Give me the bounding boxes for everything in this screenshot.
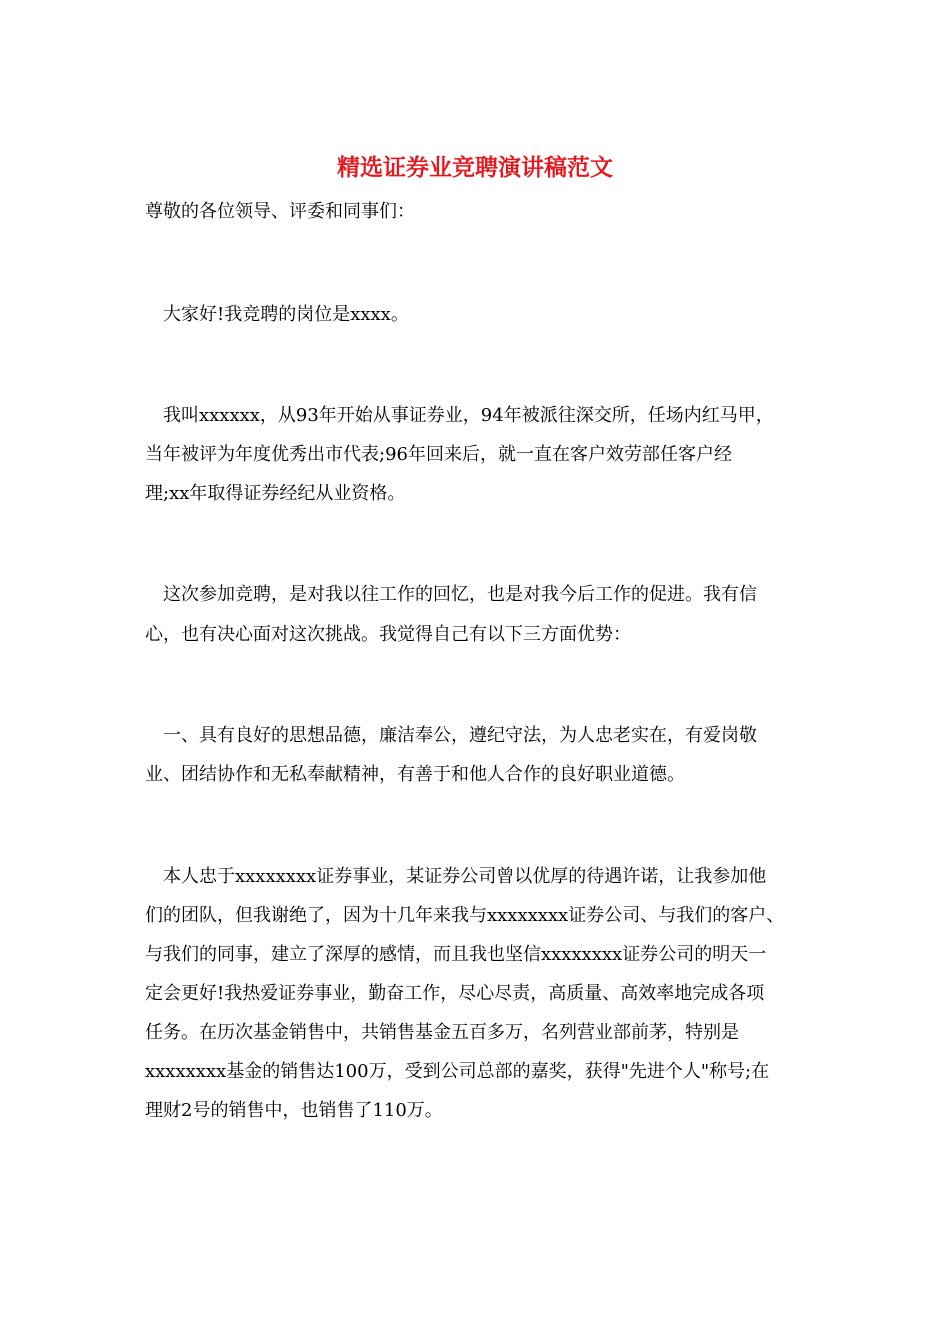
document-title: 精选证券业竞聘演讲稿范文: [337, 155, 613, 181]
paragraph-line: 定会更好!我热爱证券事业，勤奋工作，尽心尽责，高质量、高效率地完成各项: [145, 983, 765, 1004]
paragraph-line: 本人忠于xxxxxxxx证券事业，某证券公司曾以优厚的待遇许诺，让我参加他: [145, 866, 767, 887]
salutation: 尊敬的各位领导、评委和同事们：: [145, 201, 415, 222]
paragraph-line: 任务。在历次基金销售中，共销售基金五百多万，名列营业部前茅，特别是: [145, 1022, 739, 1043]
paragraph-line: xxxxxxxx基金的销售达100万，受到公司总部的嘉奖，获得"先进个人"称号;在: [145, 1061, 770, 1082]
paragraph-line: 理财2号的销售中，也销售了110万。: [145, 1100, 443, 1121]
paragraph-line: 当年被评为年度优秀出市代表;96年回来后，就一直在客户效劳部任客户经: [145, 444, 732, 465]
paragraph-line: 业、团结协作和无私奉献精神，有善于和他人合作的良好职业道德。: [145, 764, 685, 785]
paragraph-line: 大家好!我竞聘的岗位是xxxx。: [145, 304, 409, 325]
paragraph-line: 与我们的同事，建立了深厚的感情，而且我也坚信xxxxxxxx证券公司的明天一: [145, 944, 767, 965]
paragraph-line: 们的团队，但我谢绝了，因为十几年来我与xxxxxxxx证券公司、与我们的客户、: [145, 905, 785, 926]
paragraph-line: 心，也有决心面对这次挑战。我觉得自己有以下三方面优势：: [145, 624, 631, 645]
paragraph-line: 我叫xxxxxx，从93年开始从事证券业，94年被派往深交所，任场内红马甲，: [145, 405, 774, 426]
paragraph-line: 这次参加竞聘，是对我以往工作的回忆，也是对我今后工作的促进。我有信: [145, 584, 757, 605]
paragraph-line: 一、具有良好的思想品德，廉洁奉公，遵纪守法，为人忠老实在，有爱岗敬: [145, 725, 757, 746]
paragraph-line: 理;xx年取得证券经纪从业资格。: [145, 483, 406, 504]
